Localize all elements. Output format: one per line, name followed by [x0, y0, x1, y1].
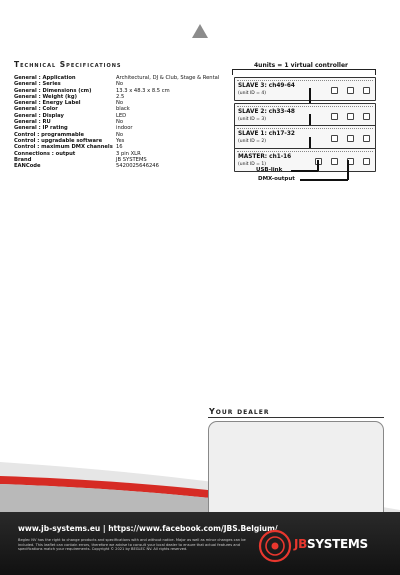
connector-icon — [331, 113, 338, 120]
unit-id: (unit ID = 1) — [238, 162, 266, 167]
spec-value: black — [116, 106, 130, 113]
spec-value: Architectural, DJ & Club, Stage & Rental — [116, 75, 220, 81]
spec-row — [14, 163, 224, 169]
connector-icon — [363, 87, 370, 94]
unit-name: MASTER: ch1-16 — [238, 154, 292, 160]
spec-value: No — [116, 131, 124, 138]
spec-label: General : RU — [14, 119, 51, 126]
spec-label: Control : maximum DMX channels — [14, 144, 113, 151]
spec-value: No — [116, 119, 124, 126]
connector-icon — [363, 135, 370, 142]
spec-label: General : Dimensions (cm) — [14, 87, 92, 94]
logo-jb: JB — [294, 537, 308, 551]
unit-name: SLAVE 1: ch17-32 — [238, 131, 295, 137]
specs-heading: Technical Specifications — [14, 60, 122, 69]
connector-icon — [363, 113, 370, 120]
page-triangle-marker — [192, 24, 208, 38]
usb-cable — [291, 170, 318, 172]
connector-icon — [347, 87, 354, 94]
spec-value: 16 — [116, 144, 123, 151]
spec-value: 2.5 — [116, 93, 125, 100]
spec-label: General : Energy Label — [14, 100, 81, 107]
spec-label: General : Series — [14, 81, 61, 88]
controller-unit-slave-3 — [234, 77, 376, 101]
controller-unit-slave-2 — [234, 103, 376, 127]
spec-value: 3 pin XLR — [116, 150, 141, 157]
spec-label: Control : programmable — [14, 131, 85, 138]
link-cable — [309, 88, 311, 103]
dealer-heading: Your dealer — [209, 407, 270, 416]
unit-id: (unit ID = 4) — [238, 91, 266, 96]
logo-wordmark — [294, 537, 368, 551]
spec-label: Connections : output — [14, 150, 76, 157]
footer-legal-text: Beglec NV has the right to change products and specifications with and without notice. Major as well as minor changes can be included. This leaflet can contain errors, therefore we advise to consult your local dealer to ensure that actual features and specifications match your requirements. Copyright © 2021 by BEGLEC NV. All rights reserved. — [18, 538, 246, 552]
dealer-divider — [208, 417, 384, 418]
spec-value: No — [116, 100, 124, 107]
logo-systems: SYSTEMS — [307, 537, 368, 551]
footer — [0, 512, 400, 575]
spec-value: 5420025646246 — [116, 163, 159, 170]
spec-value: Yes — [116, 137, 125, 144]
link-cable — [309, 114, 311, 125]
link-cable — [309, 137, 311, 148]
cascade-diagram — [226, 58, 376, 193]
dealer-box — [208, 421, 384, 521]
diagram-header: 4units = 1 virtual controller — [254, 62, 348, 69]
specs-table — [14, 75, 224, 169]
spec-value: 13.3 x 48.3 x 8.5 cm — [116, 87, 170, 94]
spec-label: General : Color — [14, 106, 58, 113]
connector-icon — [347, 135, 354, 142]
brand-logo — [258, 526, 388, 566]
spec-label: Brand — [14, 156, 32, 163]
connector-icon — [331, 135, 338, 142]
unit-name: SLAVE 2: ch33-48 — [238, 109, 295, 115]
diagram-brace — [232, 69, 376, 75]
spec-value: JB SYSTEMS — [116, 156, 147, 163]
footer-links[interactable]: www.jb-systems.eu | https://www.facebook.com/JBS.Belgium/ — [18, 524, 278, 533]
logo-mark-icon — [258, 529, 292, 563]
dmx-cable — [347, 160, 349, 180]
spec-label: General : Application — [14, 75, 76, 81]
usb-link-label: USB-link — [256, 167, 283, 173]
connector-icon — [347, 113, 354, 120]
dmx-output-label: DMX-output — [258, 176, 295, 182]
unit-id: (unit ID = 2) — [238, 139, 266, 144]
connector-icon — [363, 158, 370, 165]
spec-value: indoor — [116, 125, 133, 132]
connector-icon — [331, 158, 338, 165]
spec-label: EANCode — [14, 163, 41, 170]
dmx-cable — [300, 179, 348, 181]
spec-label: General : Display — [14, 112, 64, 119]
controller-unit-slave-1 — [234, 125, 376, 149]
connector-icon — [331, 87, 338, 94]
spec-value: No — [116, 81, 124, 88]
spec-label: Control : upgradable software — [14, 137, 103, 144]
unit-name: SLAVE 3: ch49-64 — [238, 83, 295, 89]
spec-label: General : IP rating — [14, 125, 68, 132]
spec-value: LED — [116, 112, 127, 119]
spec-label: General : Weight (kg) — [14, 93, 77, 100]
unit-id: (unit ID = 3) — [238, 117, 266, 122]
